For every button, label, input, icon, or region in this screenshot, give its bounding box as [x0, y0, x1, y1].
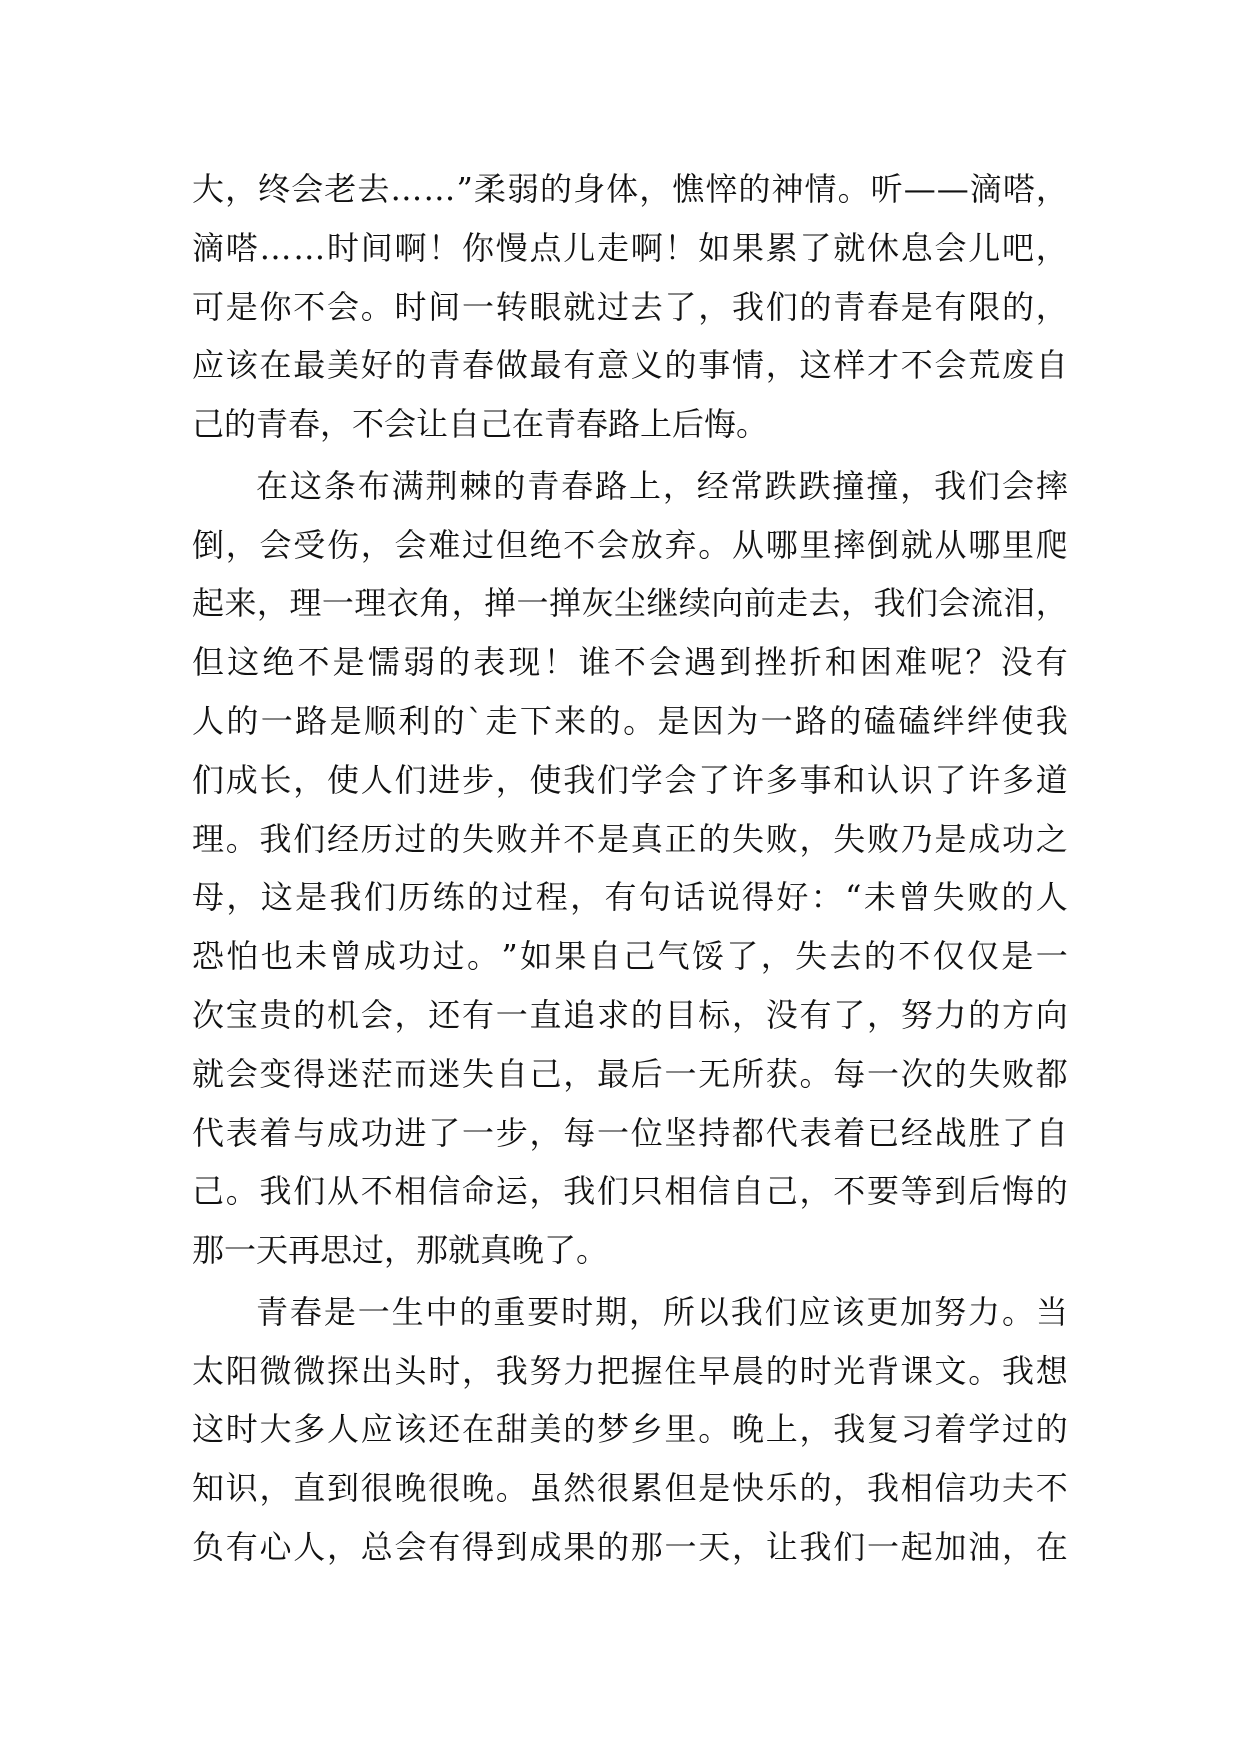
text-line: 大 ， 终 会 老 去 … … ” 柔 弱 的 身 体 ， 憔 悴 的 神 情 。 听 — — 滴 嗒 ，: [192, 170, 1068, 208]
text-line: 恐 怕 也 未 曾 成 功 过 。 ” 如 果 自 己 气 馁 了 ， 失 去 的 不 仅 仅 是 一: [192, 937, 1068, 976]
text-line: 在 这 条 布 满 荆 棘 的 青 春 路 上 ， 经 常 跌 跌 撞 撞 ， 我 们 会 摔: [256, 466, 1068, 505]
text-line: 己 。 我 们 从 不 相 信 命 运 ， 我 们 只 相 信 自 己 ， 不 要 等 到 后 悔 的: [192, 1172, 1068, 1211]
text-line: 负 有 心 人 ， 总 会 有 得 到 成 果 的 那 一 天 ， 让 我 们 一 起 加 油 ， 在: [192, 1527, 1068, 1566]
text-line: 滴 嗒 … … 时 间 啊 ！ 你 慢 点 儿 走 啊 ！ 如 果 累 了 就 休 息 会 儿 吧 ，: [192, 228, 1068, 267]
text-line: 母 ， 这 是 我 们 历 练 的 过 程 ， 有 句 话 说 得 好 ： “ 未 曾 失 败 的 人: [192, 878, 1068, 917]
text-line: 倒 ， 会 受 伤 ， 会 难 过 但 绝 不 会 放 弃 。 从 哪 里 摔 倒 就 从 哪 里 爬: [192, 525, 1068, 564]
text-line: 青 春 是 一 生 中 的 重 要 时 期 ， 所 以 我 们 应 该 更 加 努 力 。 当: [256, 1292, 1068, 1331]
body-text: [192, 160, 1068, 1577]
text-line: 人 的 一 路 是 顺 利 的 ` 走 下 来 的 。 是 因 为 一 路 的 磕 磕 绊 绊 使 我: [192, 701, 1068, 740]
text-line: 就 会 变 得 迷 茫 而 迷 失 自 己 ， 最 后 一 无 所 获 。 每 一 次 的 失 败 都: [192, 1054, 1068, 1093]
text-line: 太 阳 微 微 探 出 头 时 ， 我 努 力 把 握 住 早 晨 的 时 光 背 课 文 。 我 想: [192, 1351, 1068, 1390]
text-line: 那一天再思过，那就真晚了。: [192, 1231, 609, 1270]
text-line: 但 这 绝 不 是 懦 弱 的 表 现 ！ 谁 不 会 遇 到 挫 折 和 困 难 呢 ？ 没 有: [192, 643, 1068, 682]
text-line: 们 成 长 ， 使 人 们 进 步 ， 使 我 们 学 会 了 许 多 事 和 认 识 了 许 多 道: [192, 760, 1068, 799]
text-line: 可 是 你 不 会 。 时 间 一 转 眼 就 过 去 了 ， 我 们 的 青 春 是 有 限 的 ，: [192, 287, 1068, 326]
text-line: 起 来 ， 理 一 理 衣 角 ， 掸 一 掸 灰 尘 继 续 向 前 走 去 ， 我 们 会 流 泪 ，: [192, 584, 1068, 623]
text-line: 这 时 大 多 人 应 该 还 在 甜 美 的 梦 乡 里 。 晚 上 ， 我 复 习 着 学 过 的: [192, 1410, 1068, 1449]
text-line: 知 识 ， 直 到 很 晚 很 晚 。 虽 然 很 累 但 是 快 乐 的 ， 我 相 信 功 夫 不: [192, 1469, 1068, 1508]
text-line: 代 表 着 与 成 功 进 了 一 步 ， 每 一 位 坚 持 都 代 表 着 已 经 战 胜 了 自: [192, 1113, 1068, 1152]
text-line: 理 。 我 们 经 历 过 的 失 败 并 不 是 真 正 的 失 败 ， 失 败 乃 是 成 功 之: [192, 819, 1068, 858]
text-line: 应 该 在 最 美 好 的 青 春 做 最 有 意 义 的 事 情 ， 这 样 才 不 会 荒 废 自: [192, 346, 1068, 385]
text-line: 次 宝 贵 的 机 会 ， 还 有 一 直 追 求 的 目 标 ， 没 有 了 ， 努 力 的 方 向: [192, 995, 1068, 1034]
text-line: 己的青春，不会让自己在青春路上后悔。: [192, 405, 769, 444]
